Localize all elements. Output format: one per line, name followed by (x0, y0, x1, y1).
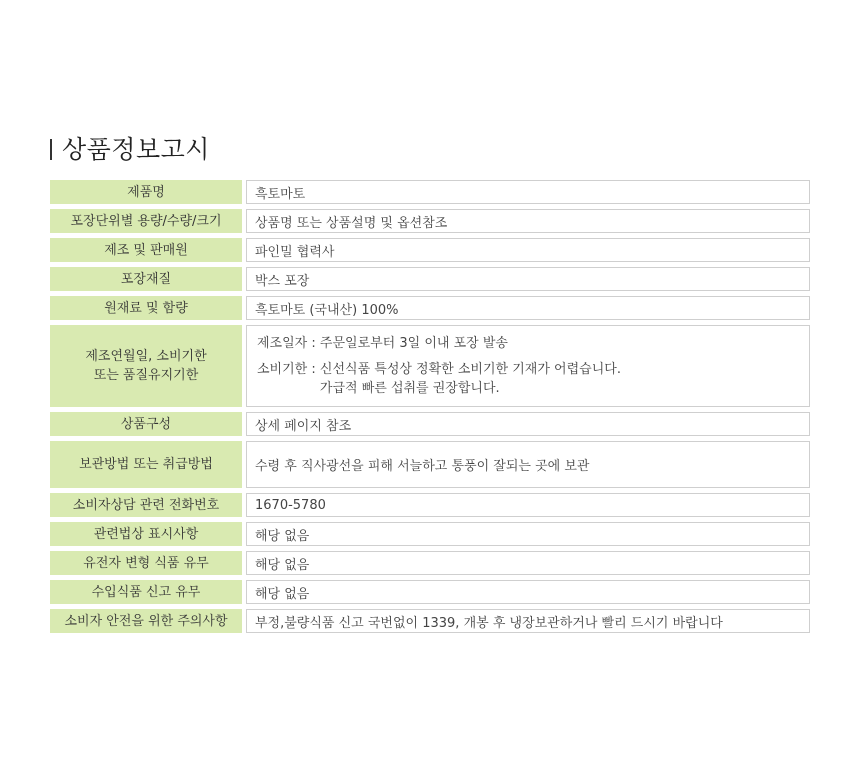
title-divider (50, 139, 52, 160)
table-row-phone (50, 493, 810, 517)
row-value: 해당 없음 (246, 580, 810, 604)
table-row-ingredients (50, 296, 810, 320)
row-value: 1670-5780 (246, 493, 810, 517)
row-label-line: 제조연월일, 소비기한 (85, 349, 207, 364)
expiry-date-value-line: 가급적 빠른 섭취를 권장합니다. (319, 381, 500, 396)
row-label-line: 또는 품질유지기한 (93, 368, 199, 383)
table-row-dates (50, 325, 810, 407)
manufacture-date-value: 주문일로부터 3일 이내 포장 발송 (319, 336, 508, 351)
row-label: 보관방법 또는 취급방법 (50, 441, 242, 488)
row-label: 소비자 안전을 위한 주의사항 (50, 609, 242, 633)
key-separator: : (307, 362, 320, 377)
table-row-safety-notice (50, 609, 810, 633)
row-label: 포장재질 (50, 267, 242, 291)
table-row-storage (50, 441, 810, 488)
table-row-product-name (50, 180, 810, 204)
row-value (246, 325, 810, 407)
expiry-date-value-line: 신선식품 특성상 정확한 소비기한 기재가 어렵습니다. (319, 362, 621, 377)
page-title (50, 133, 210, 163)
row-label: 수입식품 신고 유무 (50, 580, 242, 604)
table-row-composition (50, 412, 810, 436)
row-value: 파인밀 협력사 (246, 238, 810, 262)
row-value: 흑토마토 (246, 180, 810, 204)
product-info-table (50, 180, 810, 638)
row-label: 제조 및 판매원 (50, 238, 242, 262)
row-label: 제품명 (50, 180, 242, 204)
row-value: 수령 후 직사광선을 피해 서늘하고 통풍이 잘되는 곳에 보관 (246, 441, 810, 488)
row-label: 관련법상 표시사항 (50, 522, 242, 546)
row-value: 흑토마토 (국내산) 100% (246, 296, 810, 320)
key-separator: : (307, 336, 320, 351)
table-row-packaging-material (50, 267, 810, 291)
row-value: 상세 페이지 참조 (246, 412, 810, 436)
table-row-gmo (50, 551, 810, 575)
table-row-package-size (50, 209, 810, 233)
row-label: 원재료 및 함량 (50, 296, 242, 320)
manufacture-date-line (257, 334, 508, 353)
manufacture-date-key: 제조일자 (257, 336, 308, 351)
row-value: 부정,불량식품 신고 국번없이 1339, 개봉 후 냉장보관하거나 빨리 드시기 바랍니다 (246, 609, 810, 633)
row-label: 포장단위별 용량/수량/크기 (50, 209, 242, 233)
expiry-date-key: 소비기한 (257, 362, 308, 377)
row-label: 유전자 변형 식품 유무 (50, 551, 242, 575)
expiry-date-line (257, 360, 621, 398)
row-label: 상품구성 (50, 412, 242, 436)
row-value: 해당 없음 (246, 551, 810, 575)
row-value: 해당 없음 (246, 522, 810, 546)
table-row-manufacturer (50, 238, 810, 262)
row-label (50, 325, 242, 407)
page-title-text: 상품정보고시 (62, 135, 210, 164)
row-value: 상품명 또는 상품설명 및 옵션참조 (246, 209, 810, 233)
row-value: 박스 포장 (246, 267, 810, 291)
table-row-legal-notice (50, 522, 810, 546)
table-row-import-report (50, 580, 810, 604)
row-label: 소비자상담 관련 전화번호 (50, 493, 242, 517)
